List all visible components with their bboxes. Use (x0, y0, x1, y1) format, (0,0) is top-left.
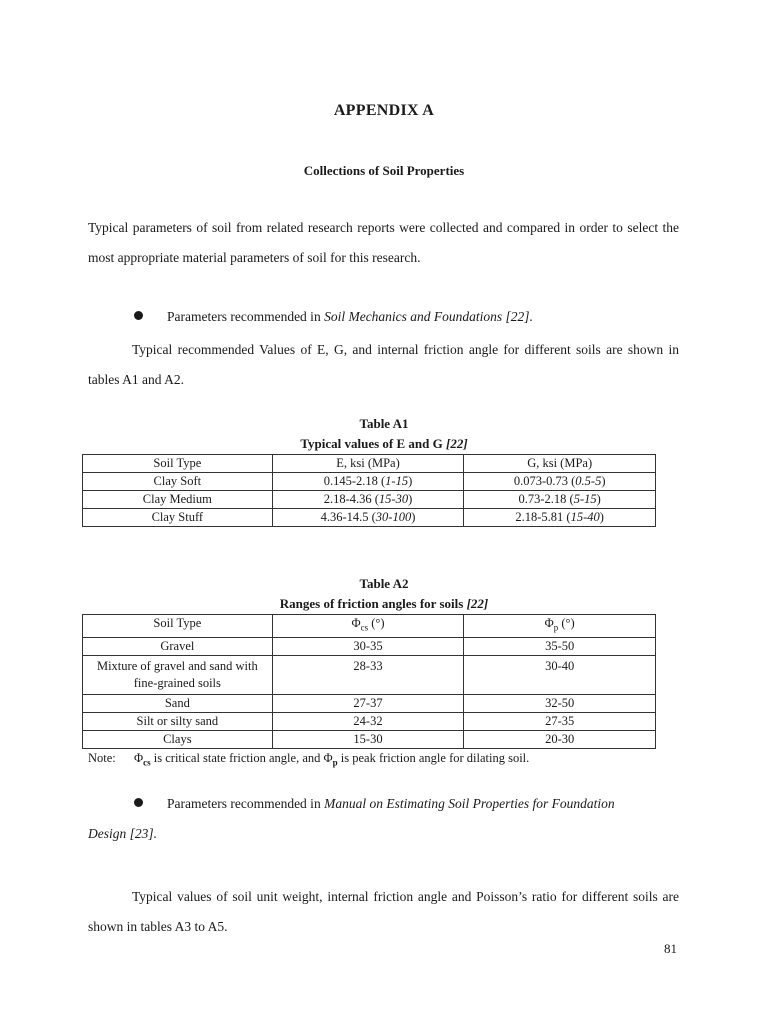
table-cell: 4.36-14.5 (30-100) (272, 509, 464, 527)
table-a1-caption (0, 436, 768, 452)
table-cell: 30-35 (272, 637, 464, 655)
table-a2 (82, 614, 656, 749)
bullet-item-1 (134, 309, 533, 325)
table-cell: 0.073-0.73 (0.5-5) (464, 473, 656, 491)
table-a2-caption-ref: [22] (466, 596, 489, 611)
table-row (83, 473, 656, 491)
table-header-cell: $\Phi_{cs}$ (°) (272, 615, 464, 638)
bullet2-prefix: Parameters recommended in (167, 796, 325, 811)
table-row (83, 694, 656, 712)
table-cell: 32-50 (464, 694, 656, 712)
table-row (83, 455, 656, 473)
table-row (83, 615, 656, 638)
table-cell: Silt or silty sand (83, 712, 273, 730)
table-cell: 0.145-2.18 (1-15) (272, 473, 464, 491)
table-row (83, 509, 656, 527)
table-a2-label: Table A2 (359, 576, 409, 591)
table-cell: Mixture of gravel and sand with fine-grained soils (83, 655, 273, 694)
appendix-title: APPENDIX A (333, 102, 435, 119)
table-cell: 0.73-2.18 (5-15) (464, 491, 656, 509)
table-a1 (82, 454, 656, 527)
table-a1-label: Table A1 (359, 416, 409, 431)
table-cell: Clay Stuff (83, 509, 273, 527)
bullet2-source-continued: Design [23]. (88, 826, 158, 841)
table-header-cell: E, ksi (MPa) (272, 455, 464, 473)
table-cell: 27-35 (464, 712, 656, 730)
table-cell: 2.18-5.81 (15-40) (464, 509, 656, 527)
table-cell: 35-50 (464, 637, 656, 655)
table-a2-caption (0, 596, 768, 612)
table-row (83, 730, 656, 748)
table-cell: Clay Medium (83, 491, 273, 509)
table-cell: Clay Soft (83, 473, 273, 491)
table-header-cell: G, ksi (MPa) (464, 455, 656, 473)
table-cell: Sand (83, 694, 273, 712)
table-cell: 2.18-4.36 (15-30) (272, 491, 464, 509)
section-title: Collections of Soil Properties (303, 163, 465, 178)
table-a2-caption-text: Ranges of friction angles for soils (279, 596, 467, 611)
table-cell: Gravel (83, 637, 273, 655)
note-label: Note: (88, 751, 116, 765)
bullet2-source: Manual on Estimating Soil Properties for Foundation (324, 796, 615, 811)
paragraph-3: Typical values of soil unit weight, internal friction angle and Poisson’s ratio for different soils are shown in tables A3 to A5. (88, 889, 679, 934)
bullet1-prefix: Parameters recommended in (167, 309, 325, 324)
table-header-cell: Soil Type (83, 455, 273, 473)
table-row (83, 712, 656, 730)
table-cell: 28-33 (272, 655, 464, 694)
paragraph-2: Typical recommended Values of E, G, and internal friction angle for different soils are shown in tables A1 and A2. (88, 342, 679, 387)
table-cell: Clays (83, 730, 273, 748)
table-cell: 27-37 (272, 694, 464, 712)
table-a1-caption-ref: [22] (446, 436, 468, 451)
table-row (83, 637, 656, 655)
page-number: 81 (664, 941, 677, 956)
table-header-cell: Soil Type (83, 615, 273, 638)
table-a1-caption-text: Typical values of E and G (300, 436, 446, 451)
table-cell: 24-32 (272, 712, 464, 730)
table-row (83, 491, 656, 509)
table-cell: 30-40 (464, 655, 656, 694)
table-cell: 20-30 (464, 730, 656, 748)
bullet-item-2 (134, 796, 615, 812)
intro-paragraph: Typical parameters of soil from related research reports were collected and compared in order to select the most appropriate material parameters of soil for this research. (88, 220, 679, 265)
bullet1-source: Soil Mechanics and Foundations [22]. (324, 309, 533, 324)
bullet-icon (134, 798, 143, 807)
table-row (83, 655, 656, 694)
table-header-cell: $\Phi_p$ (°) (464, 615, 656, 638)
table-a2-note: Note: $\Phi_{cs}$ is critical state friction angle, and $\Phi_p$ is peak friction angle for dilating soil. (88, 751, 530, 768)
table-cell: 15-30 (272, 730, 464, 748)
bullet-icon (134, 311, 143, 320)
